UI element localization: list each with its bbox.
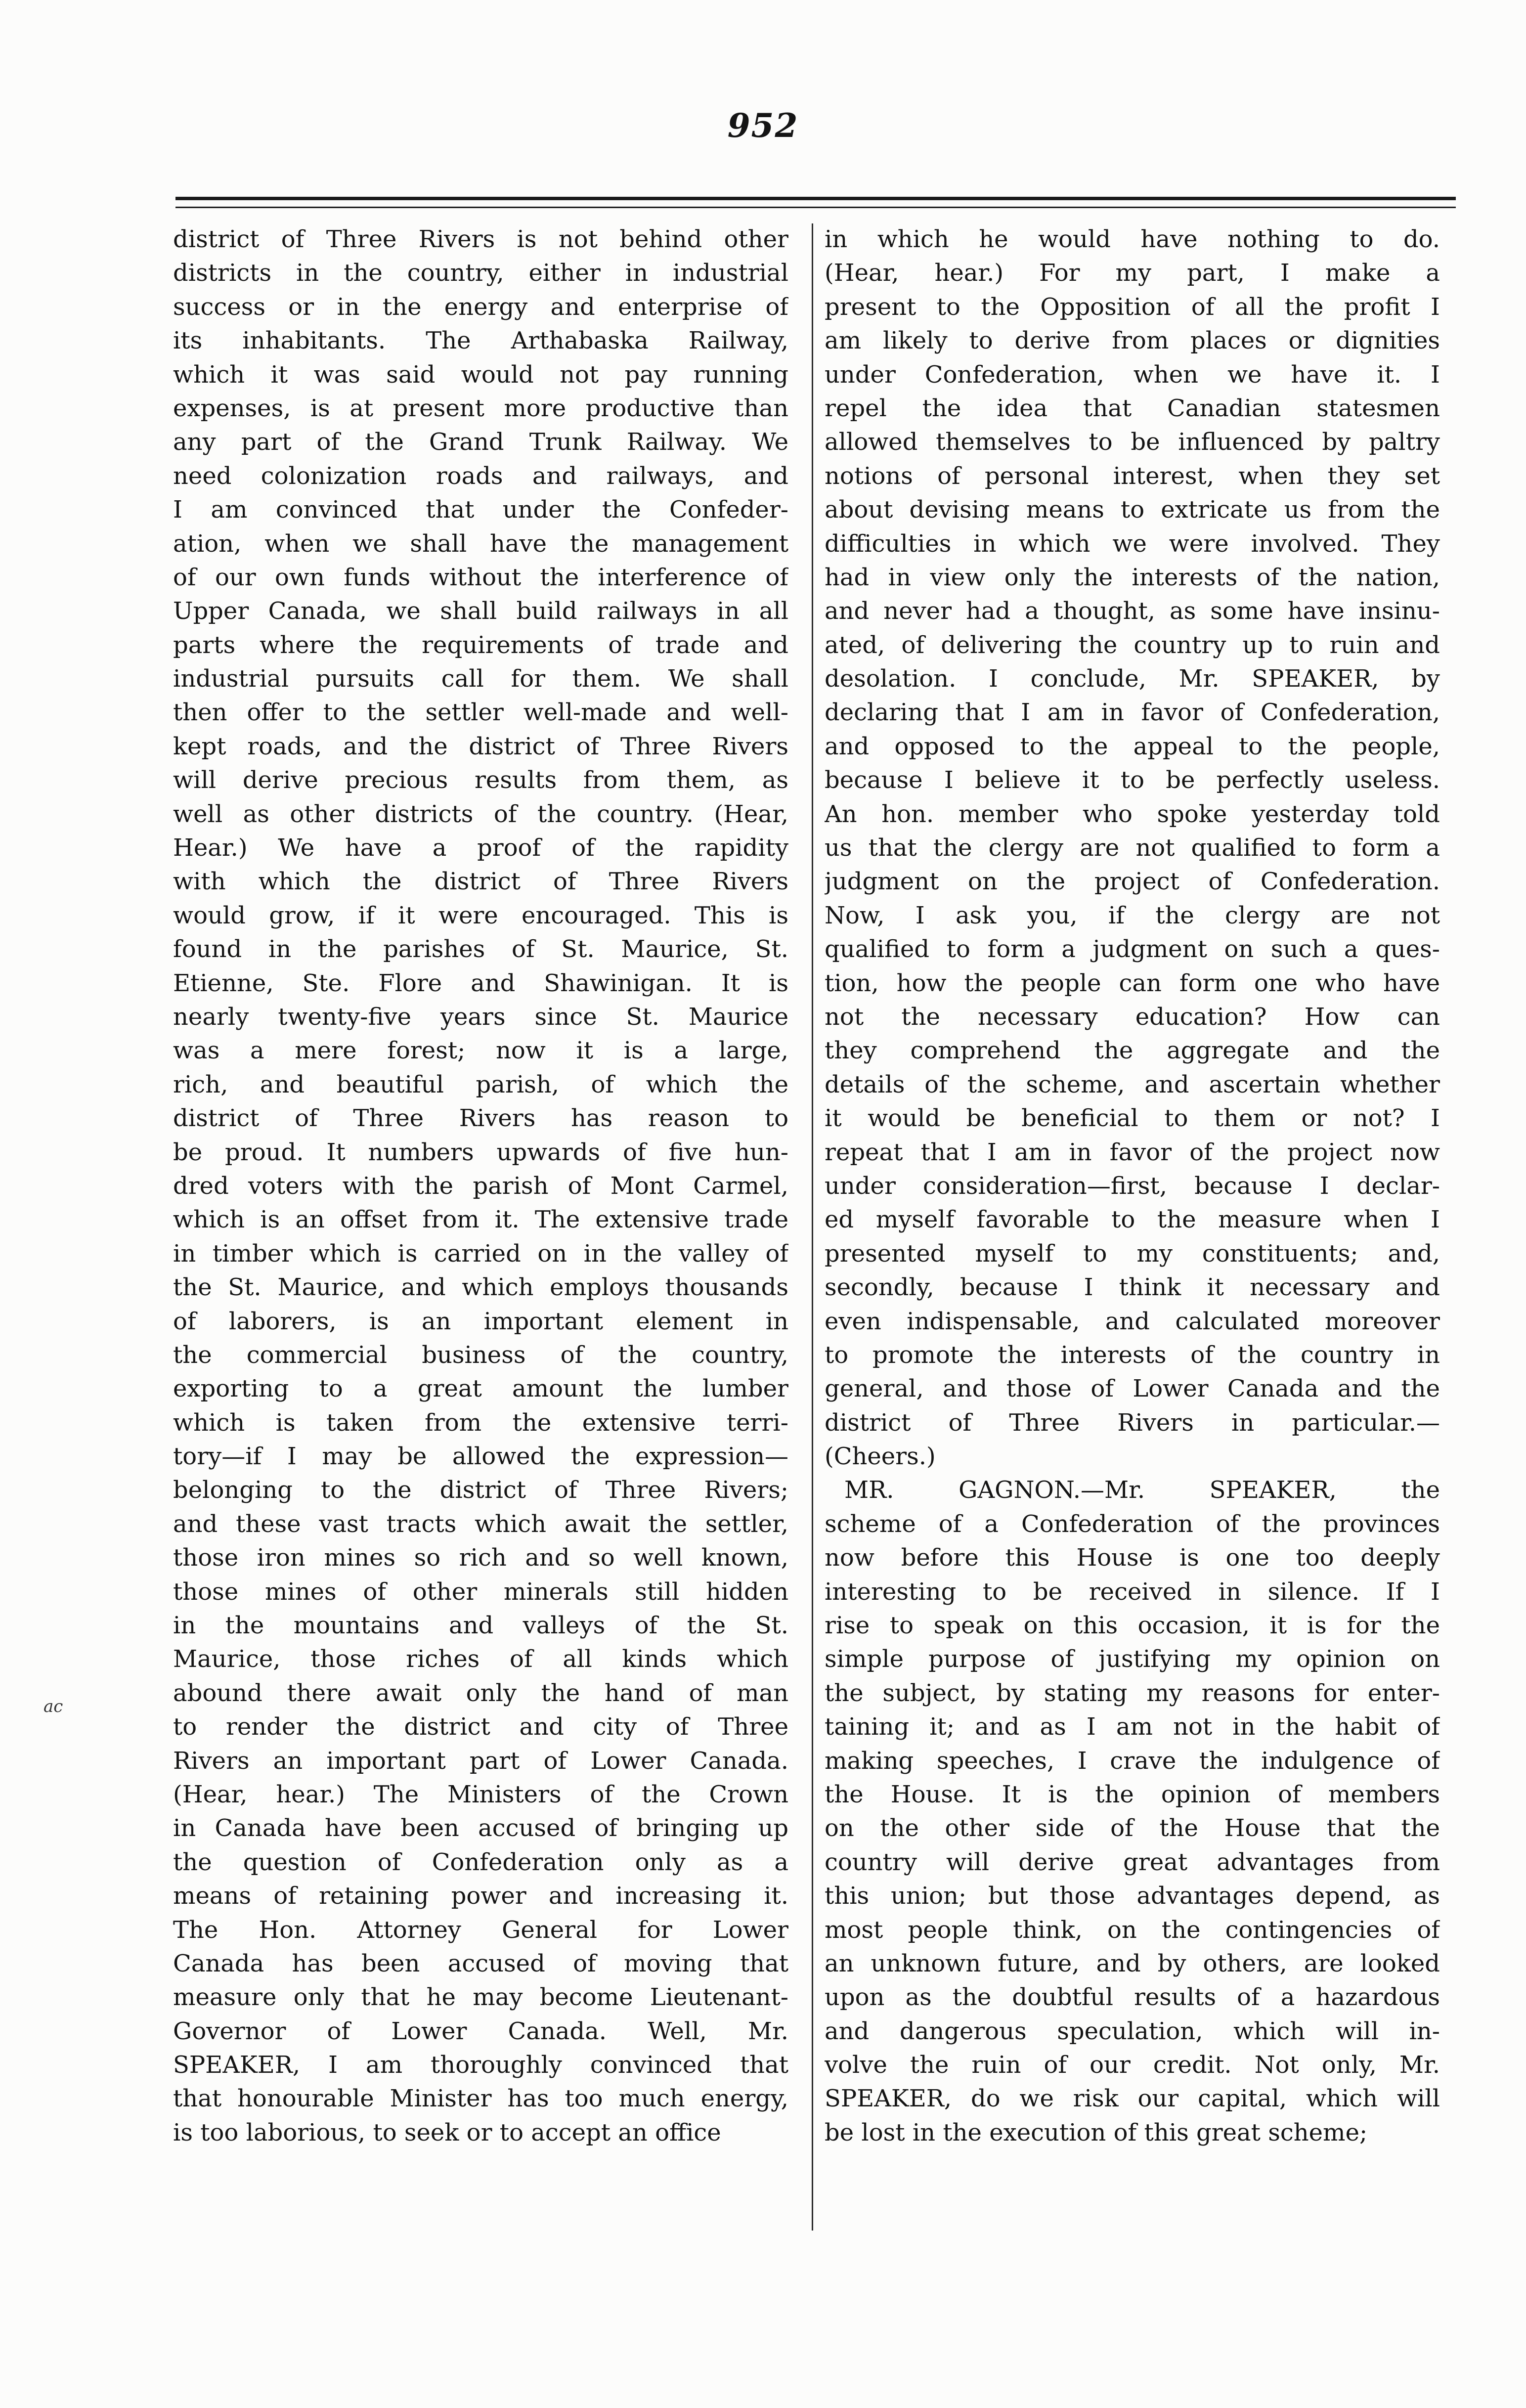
- text-line: the commercial business of the country,: [173, 1341, 788, 1369]
- header-rule-thin: [175, 207, 1456, 208]
- text-line: Rivers an important part of Lower Canada.: [173, 1747, 788, 1775]
- text-line: abound there await only the hand of man: [173, 1679, 788, 1707]
- text-line: secondly, because I think it necessary and: [825, 1273, 1440, 1302]
- text-line: and opposed to the appeal to the people,: [825, 732, 1440, 760]
- text-line: district of Three Rivers in particular.—: [825, 1408, 1440, 1437]
- text-line: general, and those of Lower Canada and the: [825, 1375, 1440, 1403]
- text-line: rich, and beautiful parish, of which the: [173, 1070, 788, 1098]
- text-line: district of Three Rivers is not behind other: [173, 225, 788, 253]
- page-number: 952: [727, 106, 799, 145]
- text-line: in Canada have been accused of bringing up: [173, 1814, 788, 1842]
- text-line: Upper Canada, we shall build railways in all: [173, 597, 788, 625]
- column-divider: [812, 223, 813, 2231]
- text-line: then offer to the settler well-made and well-: [173, 699, 788, 727]
- text-line: even indispensable, and calculated moreover: [825, 1307, 1440, 1335]
- text-line: is too laborious, to seek or to accept an office: [173, 2118, 721, 2146]
- text-line: repel the idea that Canadian statesmen: [825, 394, 1440, 422]
- text-line: am likely to derive from places or dignities: [825, 327, 1440, 355]
- text-line: taining it; and as I am not in the habit of: [825, 1713, 1440, 1741]
- text-line: kept roads, and the district of Three Rivers: [173, 732, 788, 760]
- text-line: industrial pursuits call for them. We shall: [173, 665, 788, 693]
- text-line: declaring that I am in favor of Confederation,: [825, 699, 1440, 727]
- text-line: repeat that I am in favor of the project now: [825, 1138, 1440, 1166]
- text-line: to promote the interests of the country in: [825, 1341, 1440, 1369]
- text-line: most people think, on the contingencies of: [825, 1916, 1440, 1944]
- text-line: Maurice, those riches of all kinds which: [173, 1645, 788, 1673]
- text-line: would grow, if it were encouraged. This is: [173, 901, 788, 929]
- text-line: its inhabitants. The Arthabaska Railway,: [173, 327, 788, 355]
- margin-mark: ac: [44, 1697, 63, 1716]
- text-line: well as other districts of the country. (Hear,: [173, 800, 788, 828]
- text-line: measure only that he may become Lieutenant-: [173, 1983, 788, 2012]
- text-line: be proud. It numbers upwards of five hun-: [173, 1138, 788, 1166]
- text-line: notions of personal interest, when they set: [825, 462, 1440, 490]
- text-line: of our own funds without the interference of: [173, 563, 788, 591]
- text-line: this union; but those advantages depend, as: [825, 1882, 1440, 1910]
- text-line: which is taken from the extensive terri-: [173, 1408, 788, 1437]
- text-line: An hon. member who spoke yesterday told: [825, 800, 1440, 828]
- text-line: will derive precious results from them, as: [173, 766, 788, 794]
- text-line: tion, how the people can form one who have: [825, 969, 1440, 997]
- text-line: country will derive great advantages from: [825, 1848, 1440, 1876]
- text-line: details of the scheme, and ascertain whether: [825, 1070, 1440, 1098]
- text-line: expenses, is at present more productive than: [173, 394, 788, 422]
- text-line: presented myself to my constituents; and,: [825, 1239, 1440, 1268]
- text-line: found in the parishes of St. Maurice, St.: [173, 935, 788, 963]
- text-line: I am convinced that under the Confeder-: [173, 496, 788, 524]
- text-line: SPEAKER, do we risk our capital, which will: [825, 2085, 1440, 2113]
- text-line: those mines of other minerals still hidden: [173, 1577, 788, 1606]
- text-line: now before this House is one too deeply: [825, 1544, 1440, 1572]
- text-line: because I believe it to be perfectly useless.: [825, 766, 1440, 794]
- text-line: exporting to a great amount the lumber: [173, 1375, 788, 1403]
- text-line: nearly twenty-five years since St. Maurice: [173, 1003, 788, 1031]
- text-line: the House. It is the opinion of members: [825, 1780, 1440, 1808]
- text-line: difficulties in which we were involved. They: [825, 529, 1440, 558]
- text-line: to render the district and city of Three: [173, 1713, 788, 1741]
- text-line: interesting to be received in silence. If I: [825, 1577, 1440, 1606]
- header-rule-thick: [175, 197, 1456, 200]
- text-line: judgment on the project of Confederation.: [825, 868, 1440, 896]
- text-line: desolation. I conclude, Mr. SPEAKER, by: [825, 665, 1440, 693]
- text-line: need colonization roads and railways, and: [173, 462, 788, 490]
- text-line: Etienne, Ste. Flore and Shawinigan. It is: [173, 969, 788, 997]
- text-line: about devising means to extricate us from the: [825, 496, 1440, 524]
- text-line: upon as the doubtful results of a hazardous: [825, 1983, 1440, 2012]
- text-line: the question of Confederation only as a: [173, 1848, 788, 1876]
- text-line: districts in the country, either in industrial: [173, 259, 788, 287]
- text-line: of laborers, is an important element in: [173, 1307, 788, 1335]
- text-line: scheme of a Confederation of the provinces: [825, 1510, 1440, 1538]
- text-line: present to the Opposition of all the profit I: [825, 293, 1440, 321]
- text-line: and never had a thought, as some have insinu-: [825, 597, 1440, 625]
- right-column: [825, 222, 1440, 2149]
- text-line: they comprehend the aggregate and the: [825, 1037, 1440, 1065]
- text-line: ated, of delivering the country up to ruin and: [825, 631, 1440, 659]
- text-line: ed myself favorable to the measure when I: [825, 1206, 1440, 1234]
- text-line: us that the clergy are not qualified to form a: [825, 834, 1440, 862]
- text-line: not the necessary education? How can: [825, 1003, 1440, 1031]
- text-line: qualified to form a judgment on such a ques-: [825, 935, 1440, 963]
- text-line: on the other side of the House that the: [825, 1814, 1440, 1842]
- text-line: (Cheers.): [825, 1443, 936, 1471]
- text-line: the subject, by stating my reasons for enter-: [825, 1679, 1440, 1707]
- text-line: in timber which is carried on in the valley of: [173, 1239, 788, 1268]
- text-line: The Hon. Attorney General for Lower: [173, 1916, 788, 1944]
- text-line: (Hear, hear.) The Ministers of the Crown: [173, 1780, 788, 1808]
- text-line: means of retaining power and increasing it.: [173, 1882, 788, 1910]
- text-line: MR. GAGNON.—Mr. SPEAKER, the: [844, 1476, 1440, 1504]
- text-line: it would be beneficial to them or not? I: [825, 1104, 1440, 1133]
- text-line: rise to speak on this occasion, it is for the: [825, 1612, 1440, 1640]
- text-line: was a mere forest; now it is a large,: [173, 1037, 788, 1065]
- text-line: district of Three Rivers has reason to: [173, 1104, 788, 1133]
- text-line: ation, when we shall have the management: [173, 529, 788, 558]
- text-line: tory—if I may be allowed the expression—: [173, 1443, 788, 1471]
- text-line: Now, I ask you, if the clergy are not: [825, 901, 1440, 929]
- text-line: (Hear, hear.) For my part, I make a: [825, 259, 1440, 287]
- text-line: belonging to the district of Three Rivers;: [173, 1476, 788, 1504]
- text-line: an unknown future, and by others, are looked: [825, 1949, 1440, 1977]
- text-line: any part of the Grand Trunk Railway. We: [173, 428, 788, 456]
- text-line: that honourable Minister has too much energy,: [173, 2085, 788, 2113]
- text-line: which it was said would not pay running: [173, 360, 788, 389]
- text-line: Hear.) We have a proof of the rapidity: [173, 834, 788, 862]
- text-line: and these vast tracts which await the settler,: [173, 1510, 788, 1538]
- text-line: under consideration—first, because I declar-: [825, 1172, 1440, 1200]
- text-line: simple purpose of justifying my opinion on: [825, 1645, 1440, 1673]
- left-column: [173, 222, 788, 2149]
- text-line: with which the district of Three Rivers: [173, 868, 788, 896]
- text-line: success or in the energy and enterprise of: [173, 293, 788, 321]
- text-line: the St. Maurice, and which employs thousands: [173, 1273, 788, 1302]
- text-line: in which he would have nothing to do.: [825, 225, 1440, 253]
- text-line: allowed themselves to be influenced by paltry: [825, 428, 1440, 456]
- text-line: Governor of Lower Canada. Well, Mr.: [173, 2017, 788, 2045]
- text-line: those iron mines so rich and so well known,: [173, 1544, 788, 1572]
- text-line: SPEAKER, I am thoroughly convinced that: [173, 2051, 788, 2079]
- text-line: dred voters with the parish of Mont Carmel,: [173, 1172, 788, 1200]
- text-line: had in view only the interests of the nation,: [825, 563, 1440, 591]
- text-line: which is an offset from it. The extensive trade: [173, 1206, 788, 1234]
- text-line: making speeches, I crave the indulgence of: [825, 1747, 1440, 1775]
- text-line: and dangerous speculation, which will in-: [825, 2017, 1440, 2045]
- text-line: be lost in the execution of this great scheme;: [825, 2118, 1368, 2146]
- text-line: volve the ruin of our credit. Not only, Mr.: [825, 2051, 1440, 2079]
- text-line: Canada has been accused of moving that: [173, 1949, 788, 1977]
- text-line: under Confederation, when we have it. I: [825, 360, 1440, 389]
- text-line: in the mountains and valleys of the St.: [173, 1612, 788, 1640]
- text-line: parts where the requirements of trade and: [173, 631, 788, 659]
